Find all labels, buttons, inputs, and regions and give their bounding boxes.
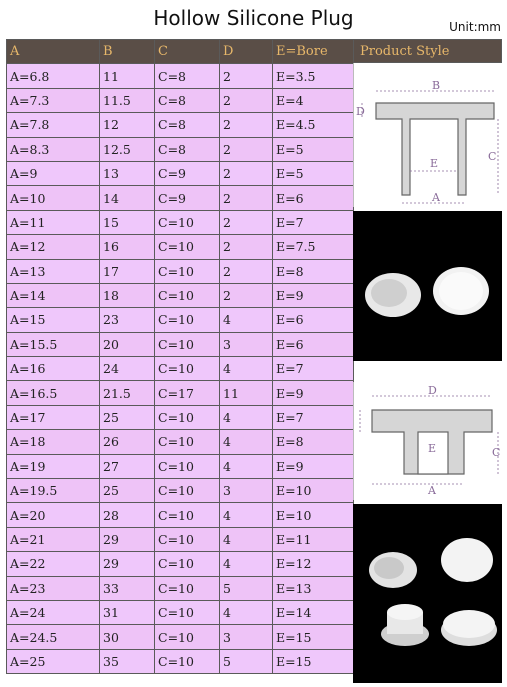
cell-b: 12.5	[100, 137, 155, 161]
cell-e: E=13	[273, 576, 354, 600]
cell-e: E=14	[273, 600, 354, 624]
table-row	[7, 161, 354, 185]
cell-c: C=10	[155, 332, 220, 356]
column-header-product-style: Product Style	[353, 39, 502, 63]
cell-c: C=9	[155, 186, 220, 210]
cell-d: 4	[220, 405, 273, 429]
cell-a: A=16.5	[7, 381, 100, 405]
table-row	[7, 381, 354, 405]
column-header-a: A	[7, 40, 100, 64]
table-row	[7, 332, 354, 356]
spec-table	[6, 39, 354, 674]
cell-e: E=3.5	[273, 64, 354, 88]
cell-c: C=10	[155, 235, 220, 259]
plug-photo-2-svg	[353, 504, 502, 683]
cell-a: A=15	[7, 308, 100, 332]
table-row	[7, 113, 354, 137]
diagram1-label-b: B	[432, 79, 441, 92]
cell-b: 24	[100, 357, 155, 381]
cell-b: 16	[100, 235, 155, 259]
cell-a: A=13	[7, 259, 100, 283]
cell-b: 21.5	[100, 381, 155, 405]
cell-c: C=10	[155, 430, 220, 454]
cell-b: 28	[100, 503, 155, 527]
cell-d: 4	[220, 600, 273, 624]
cell-d: 2	[220, 235, 273, 259]
column-header-e: E=Bore	[273, 40, 354, 64]
cell-a: A=21	[7, 527, 100, 551]
cell-b: 29	[100, 552, 155, 576]
table-row	[7, 137, 354, 161]
plug-photo-1	[353, 211, 502, 361]
cell-e: E=11	[273, 527, 354, 551]
cell-e: E=7	[273, 210, 354, 234]
cell-a: A=11	[7, 210, 100, 234]
cell-c: C=17	[155, 381, 220, 405]
cell-b: 11.5	[100, 88, 155, 112]
cell-e: E=15	[273, 649, 354, 673]
cell-e: E=9	[273, 283, 354, 307]
unit-label: Unit:mm	[449, 20, 501, 34]
cell-e: E=5	[273, 137, 354, 161]
cell-a: A=19.5	[7, 479, 100, 503]
cell-e: E=6	[273, 186, 354, 210]
table-row	[7, 283, 354, 307]
cell-e: E=8	[273, 259, 354, 283]
diagram1-label-c: C	[488, 150, 497, 163]
cell-e: E=10	[273, 503, 354, 527]
table-row	[7, 308, 354, 332]
diagram1-label-e: E	[430, 157, 439, 170]
cell-a: A=9	[7, 161, 100, 185]
cell-d: 3	[220, 479, 273, 503]
cell-c: C=10	[155, 503, 220, 527]
cell-a: A=22	[7, 552, 100, 576]
cell-d: 4	[220, 527, 273, 551]
cell-b: 35	[100, 649, 155, 673]
cell-d: 2	[220, 113, 273, 137]
table-row	[7, 186, 354, 210]
cell-e: E=6	[273, 332, 354, 356]
cell-b: 15	[100, 210, 155, 234]
cell-d: 2	[220, 283, 273, 307]
table-row	[7, 64, 354, 88]
plug-diagram-2-svg	[354, 382, 503, 500]
cell-e: E=9	[273, 454, 354, 478]
table-row	[7, 600, 354, 624]
cell-b: 23	[100, 308, 155, 332]
plug-diagram-1-svg	[354, 63, 503, 207]
cell-d: 2	[220, 186, 273, 210]
cell-b: 14	[100, 186, 155, 210]
cell-c: C=10	[155, 308, 220, 332]
cell-a: A=19	[7, 454, 100, 478]
cell-b: 17	[100, 259, 155, 283]
cell-e: E=10	[273, 479, 354, 503]
table-row	[7, 235, 354, 259]
cell-d: 4	[220, 430, 273, 454]
cell-c: C=10	[155, 576, 220, 600]
cell-a: A=15.5	[7, 332, 100, 356]
cell-d: 5	[220, 576, 273, 600]
cell-a: A=24.5	[7, 625, 100, 649]
cell-e: E=9	[273, 381, 354, 405]
cell-c: C=10	[155, 259, 220, 283]
cell-c: C=10	[155, 600, 220, 624]
cell-a: A=7.3	[7, 88, 100, 112]
cell-a: A=23	[7, 576, 100, 600]
table-row	[7, 479, 354, 503]
plug-photo-2	[353, 504, 502, 683]
cell-a: A=16	[7, 357, 100, 381]
cell-b: 29	[100, 527, 155, 551]
cell-c: C=8	[155, 113, 220, 137]
cell-e: E=7	[273, 405, 354, 429]
cell-c: C=10	[155, 210, 220, 234]
cell-e: E=7	[273, 357, 354, 381]
cell-b: 33	[100, 576, 155, 600]
table-body	[7, 64, 354, 674]
cell-a: A=17	[7, 405, 100, 429]
cell-c: C=8	[155, 137, 220, 161]
table-row	[7, 576, 354, 600]
cell-d: 11	[220, 381, 273, 405]
diagram2-label-a: A	[428, 484, 436, 497]
cell-a: A=25	[7, 649, 100, 673]
table-row	[7, 405, 354, 429]
cell-e: E=15	[273, 625, 354, 649]
cell-d: 2	[220, 88, 273, 112]
cell-c: C=10	[155, 625, 220, 649]
plug-dimension-diagram-2	[353, 382, 502, 500]
cell-d: 5	[220, 649, 273, 673]
cell-c: C=10	[155, 479, 220, 503]
plug-photo-1-svg	[353, 211, 502, 361]
cell-b: 31	[100, 600, 155, 624]
table-row	[7, 454, 354, 478]
cell-b: 25	[100, 405, 155, 429]
cell-b: 26	[100, 430, 155, 454]
cell-c: C=10	[155, 649, 220, 673]
diagram2-label-c: C	[492, 446, 501, 459]
cell-e: E=7.5	[273, 235, 354, 259]
table-row	[7, 503, 354, 527]
cell-d: 2	[220, 64, 273, 88]
cell-c: C=10	[155, 552, 220, 576]
cell-b: 12	[100, 113, 155, 137]
cell-c: C=9	[155, 161, 220, 185]
cell-c: C=8	[155, 88, 220, 112]
cell-b: 30	[100, 625, 155, 649]
cell-b: 11	[100, 64, 155, 88]
table-row	[7, 430, 354, 454]
cell-e: E=4.5	[273, 113, 354, 137]
cell-a: A=18	[7, 430, 100, 454]
column-header-d: D	[220, 40, 273, 64]
diagram1-label-a: A	[432, 191, 440, 204]
product-style-column	[353, 39, 502, 683]
cell-d: 2	[220, 137, 273, 161]
page-title: Hollow Silicone Plug	[153, 6, 354, 30]
table-row	[7, 259, 354, 283]
table-row	[7, 649, 354, 673]
cell-d: 3	[220, 332, 273, 356]
cell-a: A=20	[7, 503, 100, 527]
cell-b: 25	[100, 479, 155, 503]
column-header-c: C	[155, 40, 220, 64]
diagram2-label-e: E	[428, 442, 437, 455]
cell-b: 27	[100, 454, 155, 478]
cell-c: C=10	[155, 454, 220, 478]
table-row	[7, 88, 354, 112]
table-row	[7, 357, 354, 381]
cell-d: 4	[220, 308, 273, 332]
cell-d: 4	[220, 552, 273, 576]
cell-d: 2	[220, 210, 273, 234]
cell-c: C=10	[155, 283, 220, 307]
table-header-row	[7, 40, 354, 64]
cell-d: 2	[220, 259, 273, 283]
cell-a: A=6.8	[7, 64, 100, 88]
cell-c: C=8	[155, 64, 220, 88]
cell-a: A=7.8	[7, 113, 100, 137]
cell-e: E=8	[273, 430, 354, 454]
cell-a: A=14	[7, 283, 100, 307]
table-row	[7, 210, 354, 234]
cell-e: E=4	[273, 88, 354, 112]
cell-a: A=8.3	[7, 137, 100, 161]
cell-e: E=12	[273, 552, 354, 576]
column-header-b: B	[100, 40, 155, 64]
cell-c: C=10	[155, 357, 220, 381]
table-row	[7, 625, 354, 649]
table-row	[7, 552, 354, 576]
cell-a: A=24	[7, 600, 100, 624]
cell-b: 13	[100, 161, 155, 185]
diagram1-label-d: D	[356, 105, 365, 118]
cell-b: 20	[100, 332, 155, 356]
cell-c: C=10	[155, 527, 220, 551]
cell-e: E=6	[273, 308, 354, 332]
cell-b: 18	[100, 283, 155, 307]
cell-d: 4	[220, 454, 273, 478]
cell-a: A=12	[7, 235, 100, 259]
cell-a: A=10	[7, 186, 100, 210]
cell-d: 3	[220, 625, 273, 649]
plug-dimension-diagram-1	[353, 63, 502, 207]
cell-d: 4	[220, 503, 273, 527]
cell-d: 2	[220, 161, 273, 185]
cell-e: E=5	[273, 161, 354, 185]
cell-c: C=10	[155, 405, 220, 429]
table-row	[7, 527, 354, 551]
cell-d: 4	[220, 357, 273, 381]
diagram2-label-d: D	[428, 384, 437, 397]
